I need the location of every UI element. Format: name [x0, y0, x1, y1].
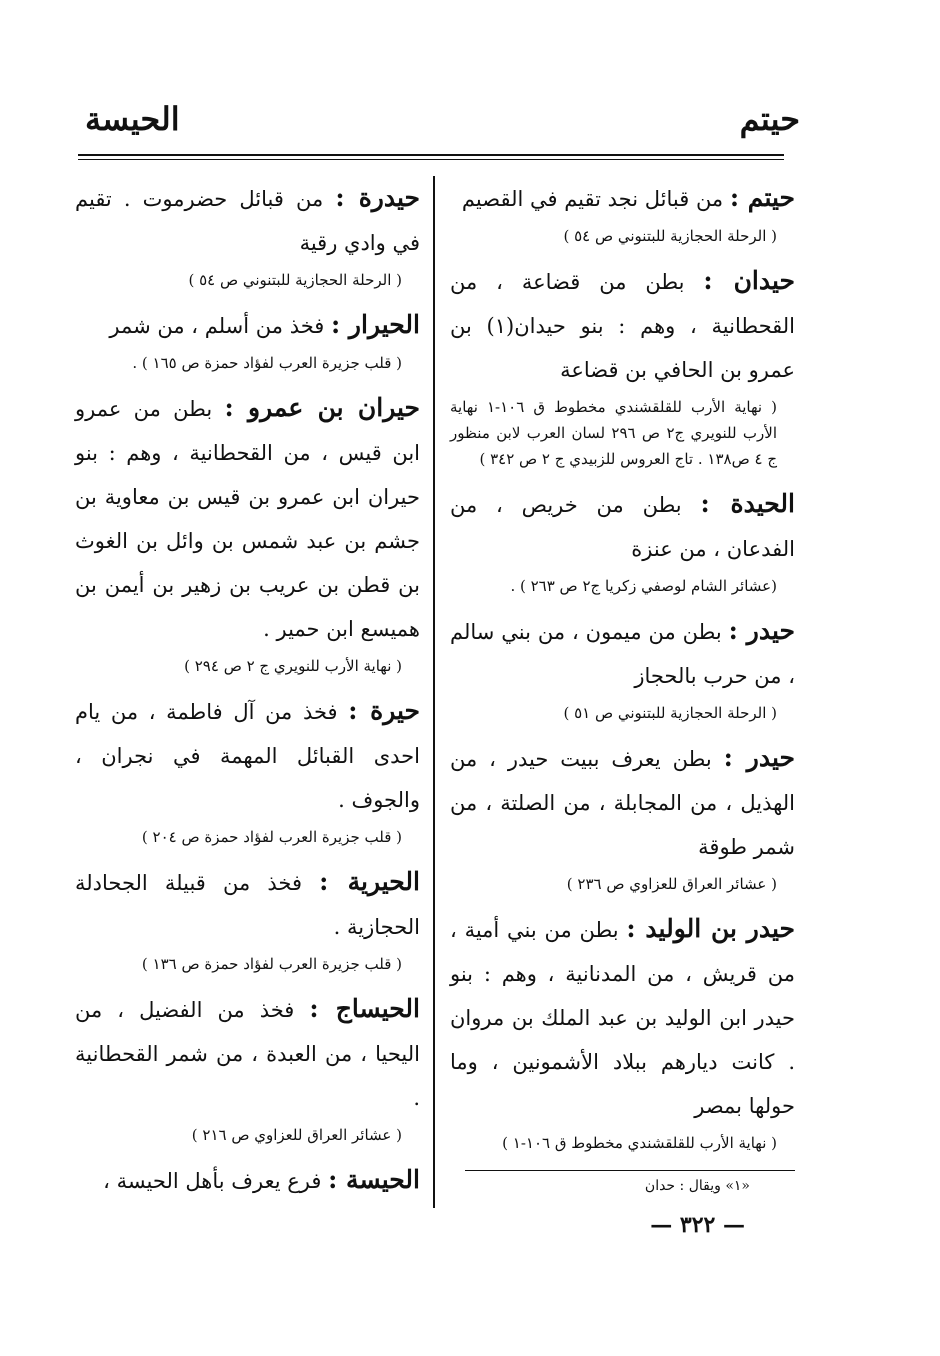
- entry-title: الحيدة :: [700, 489, 795, 518]
- entry: [450, 907, 795, 1156]
- entry-source: (عشائر الشام لوصفي زكريا ج٢ ص ٢٦٣ ) .: [510, 577, 777, 595]
- left-column: [75, 176, 420, 1213]
- entry-source: ( نهاية الأرب للقلقشندي مخطوط ق ١٠٦-١ نهاية الأرب للنويري ج٢ ص ٢٩٦ لسان العرب لابن منظور ج ٤ ص١٣٨ . تاج العروس للزبيدي ج ٢ ص ٣٤٢ ): [450, 398, 778, 468]
- right-column: [450, 176, 795, 1166]
- entry-text: بطن يعرف ببيت حيدر ، من الهذيل ، من المجابلة ، من الصلتة ، من شمر طوقة: [450, 747, 795, 859]
- entry-source: ( عشائر العراق للعزاوي ص ٢١٦ ): [191, 1126, 402, 1144]
- footnote-rule: [465, 1170, 795, 1171]
- running-header-left: الحيسة: [85, 100, 180, 138]
- entry-title: الحيرية :: [319, 867, 420, 896]
- entry: [450, 259, 795, 472]
- entry: [75, 386, 420, 679]
- entry: [450, 736, 795, 897]
- entry-source: ( الرحلة الحجازية للبتنوني ص ٥٤ ): [563, 227, 777, 245]
- header-rule: [78, 154, 784, 156]
- entry-source: ( قلب جزيرة العرب لفؤاد حمزة ص ١٦٥ ) .: [132, 354, 402, 372]
- entry: [75, 860, 420, 977]
- column-divider: [433, 176, 435, 1208]
- entry: [450, 609, 795, 726]
- footnote: «١» ويقال : حدان: [644, 1178, 750, 1194]
- entry-title: الحيساج :: [309, 994, 420, 1023]
- running-header-right: حيتم: [739, 100, 800, 138]
- header-rule-thin: [78, 159, 784, 160]
- entry-title: حيتم :: [729, 183, 795, 212]
- entry-source: ( عشائر العراق للعزاوي ص ٢٣٦ ): [566, 875, 777, 893]
- entry-source: ( الرحلة الحجازية للبتنوني ص ٥١ ): [563, 704, 777, 722]
- entry: [450, 482, 795, 599]
- entry-text: بطن من خريص ، من الفدعان ، من عنزة: [450, 493, 795, 561]
- entry-text: فرع يعرف بأهل الحيسة ،: [103, 1169, 322, 1193]
- entry-source: ( نهاية الأرب للنويري ج ٢ ص ٢٩٤ ): [184, 657, 402, 675]
- entry-text: من قبائل حضرموت . تقيم في وادي رقية: [75, 187, 420, 255]
- entry-text: بطن من بني أمية ، من قريش ، من المدنانية ، وهم : بنو حيدر ابن الوليد بن عبد الملك بن مروان . كانت ديارهم ببلاد الأشمونين ، وما حولها بمصر: [450, 918, 795, 1118]
- entry-text: فخذ من الفضيل ، من اليحيا ، من العبدة ، من شمر القحطانية .: [75, 998, 420, 1110]
- entry-source: ( الرحلة الحجازية للبتنوني ص ٥٤ ): [188, 271, 402, 289]
- entry-text: بطن من عمرو ابن قيس ، من القحطانية ، وهم : بنو حيران ابن عمرو بن قيس بن معاوية بن جشم بن عبد شمس بن وائل بن الغوث بن قطن بن عريب بن زهير بن أيمن بن هميسع ابن حمير .: [75, 397, 420, 641]
- entry-title: حيدر بن الوليد :: [626, 914, 795, 943]
- entry-title: حيران بن عمرو :: [224, 393, 420, 422]
- entry: [75, 303, 420, 376]
- entry-title: حيدان :: [703, 266, 795, 295]
- entry: [75, 176, 420, 293]
- entry-title: الحيسة :: [328, 1165, 420, 1194]
- entry-text: فخذ من آل فاطمة ، من يام احدى القبائل المهمة في نجران ، والجوف .: [75, 700, 420, 812]
- entry-title: حيدرة :: [335, 183, 421, 212]
- entry-title: حيدر :: [723, 743, 795, 772]
- entry: [75, 987, 420, 1148]
- entry-title: الحيرار :: [331, 310, 420, 339]
- entry-source: ( قلب جزيرة العرب لفؤاد حمزة ص ١٣٦ ): [141, 955, 402, 973]
- entry-text: بطن من قضاعة ، من القحطانية ، وهم : بنو حيدان(١) بن عمرو بن الحافي بن قضاعة: [450, 270, 795, 382]
- entry: [75, 689, 420, 850]
- entry-text: من قبائل نجد تقيم في القصيم: [461, 187, 724, 211]
- entry-title: حيدر :: [728, 616, 795, 645]
- entry-text: فخذ من أسلم ، من شمر: [109, 314, 325, 338]
- page-number: — ٣٢٢ —: [650, 1212, 745, 1238]
- entry: [450, 176, 795, 249]
- entry-source: ( قلب جزيرة العرب لفؤاد حمزة ص ٢٠٤ ): [141, 828, 402, 846]
- entry: [75, 1158, 420, 1203]
- entry-source: ( نهاية الأرب للقلقشندي مخطوط ق ١٠٦-١ ): [502, 1134, 777, 1152]
- entry-title: حيرة :: [348, 696, 420, 725]
- entry-text: بطن من ميمون ، من بني سالم ، من حرب بالحجاز: [450, 620, 795, 688]
- entry-text: فخذ من قبيلة الجحادلة الحجازية .: [75, 871, 420, 939]
